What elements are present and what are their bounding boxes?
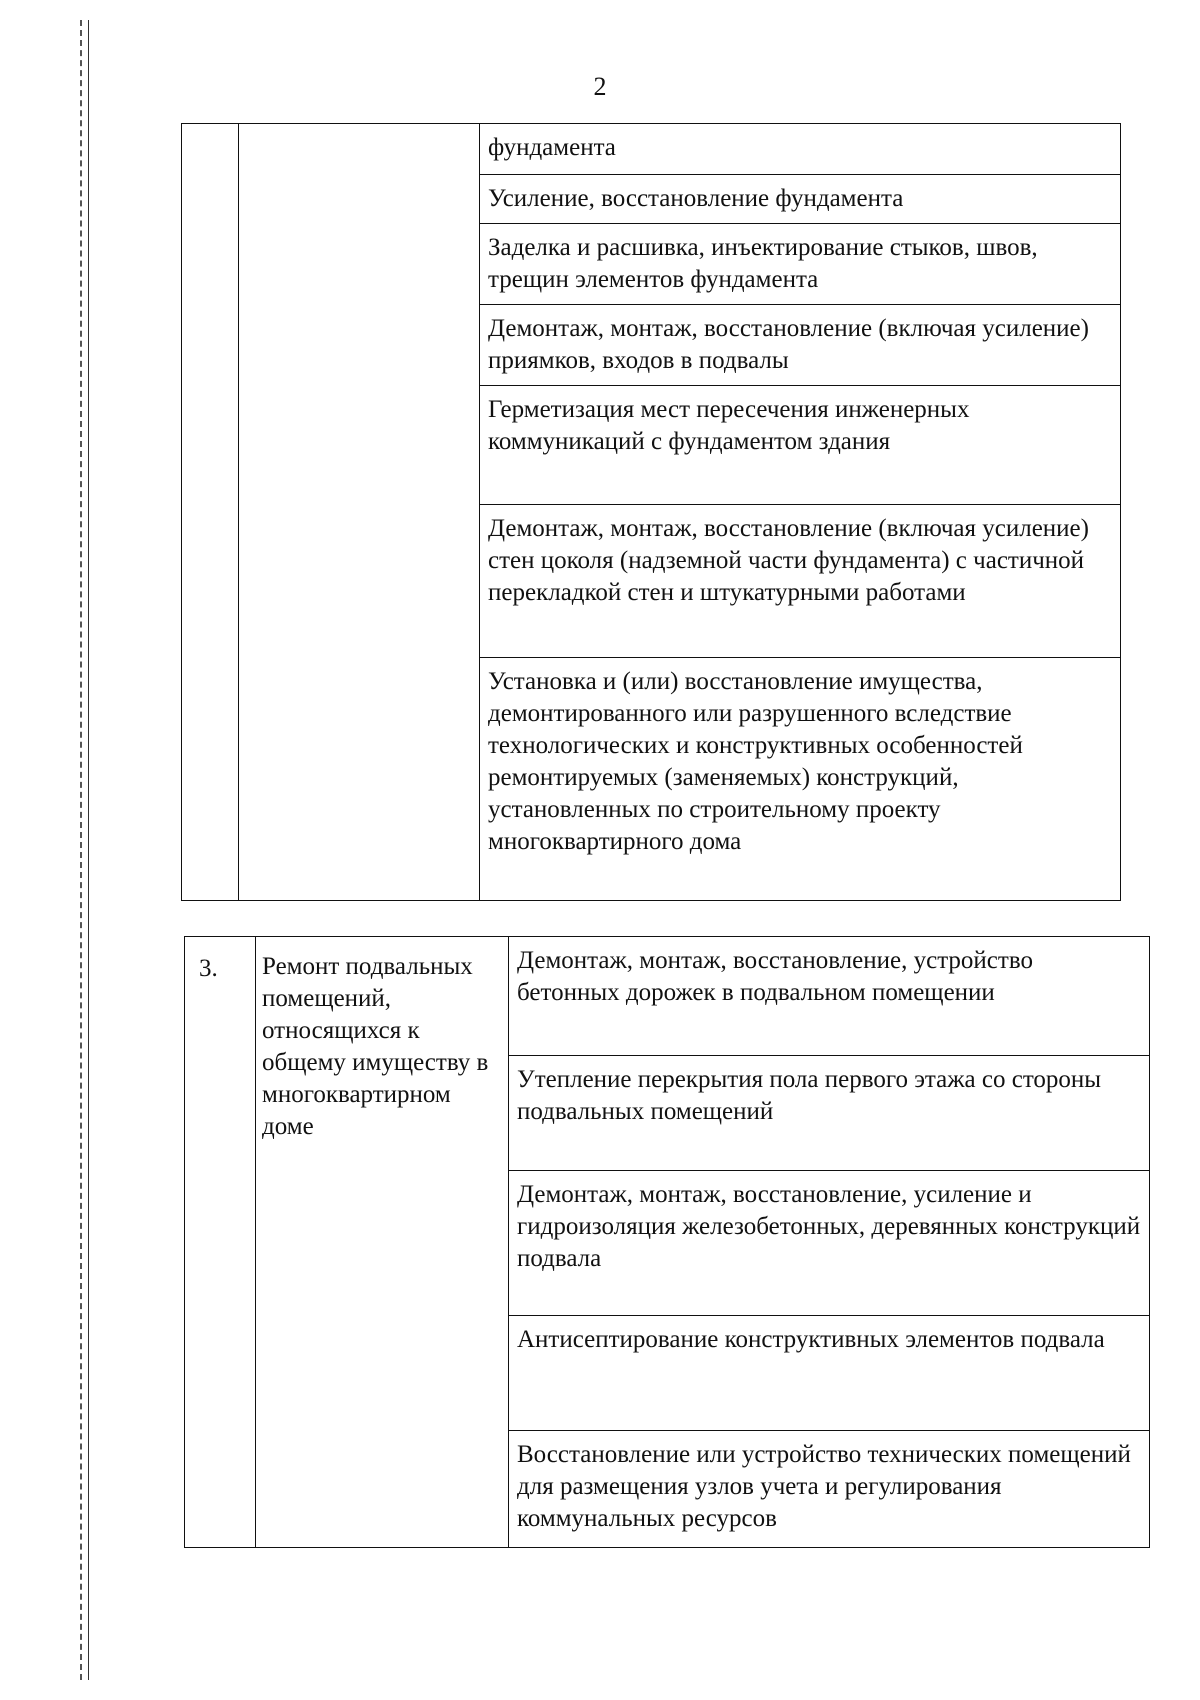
row-number: 3. (199, 955, 218, 982)
works-cell (509, 937, 1150, 1548)
work-item: Демонтаж, монтаж, восстановление, устройство бетонных дорожек в подвальном помещении (517, 947, 1033, 1006)
work-item: Восстановление или устройство технических помещений для размещения узлов учета и регулирования коммунальных ресурсов (509, 1431, 1149, 1548)
work-item: Герметизация мест пересечения инженерных коммуникаций с фундаментом здания (480, 386, 1120, 505)
work-item: Усиление, восстановление фундамента (480, 175, 1120, 224)
category-text: Ремонт подвальных помещений, относящихся к общему имуществу в многоквартирном доме (262, 953, 489, 1140)
works-list (480, 124, 1120, 900)
binding-mark-left (80, 20, 82, 1680)
work-item: Утепление перекрытия пола первого этажа со стороны подвальных помещений (509, 1056, 1149, 1171)
works-list (509, 937, 1149, 1547)
row-number-cell (182, 124, 239, 901)
row-number-cell (185, 937, 256, 1548)
work-item: Демонтаж, монтаж, восстановление (включая усиление) стен цоколя (надземной части фундамента) с частичной перекладкой стен и штукатурными работами (480, 505, 1120, 658)
works-table-part-1 (181, 123, 1121, 901)
binding-mark-right (88, 20, 89, 1680)
work-item: Заделка и расшивка, инъектирование стыков, швов, трещин элементов фундамента (480, 224, 1120, 305)
work-item: Демонтаж, монтаж, восстановление (включая усиление) приямков, входов в подвалы (480, 305, 1120, 386)
work-item: Демонтаж, монтаж, восстановление, усиление и гидроизоляция железобетонных, деревянных конструкций подвала (509, 1171, 1149, 1316)
works-cell (480, 124, 1121, 901)
work-item: Антисептирование конструктивных элементов подвала (509, 1316, 1149, 1431)
category-cell (239, 124, 480, 901)
page-number: 2 (593, 72, 607, 101)
works-table-part-2 (184, 936, 1150, 1548)
work-item: фундамента (488, 134, 616, 161)
work-item: Установка и (или) восстановление имущества, демонтированного или разрушенного вследствие технологических и конструктивных особенностей ремонтируемых (заменяемых) конструкций, установленных по строительному проекту многоквартирного дома (480, 658, 1120, 901)
category-cell (256, 937, 509, 1548)
